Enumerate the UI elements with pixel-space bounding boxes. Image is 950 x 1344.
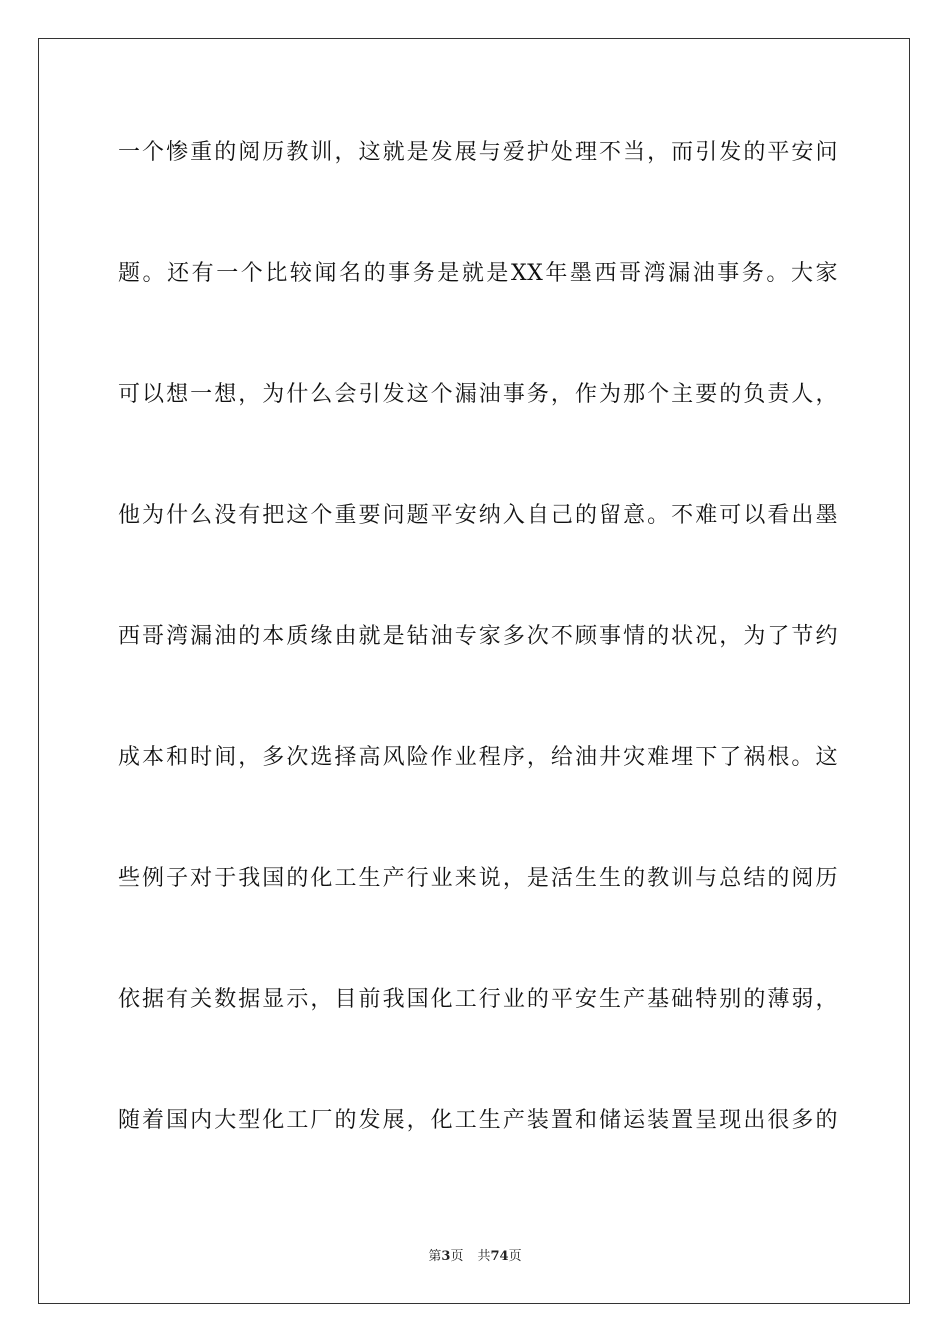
text-line: 西哥湾漏油的本质缘由就是钻油专家多次不顾事情的状况，为了节约 bbox=[118, 624, 838, 649]
page-suffix: 页 bbox=[450, 1249, 464, 1264]
total-prefix: 共 bbox=[477, 1249, 491, 1264]
text-line: 随着国内大型化工厂的发展，化工生产装置和储运装置呈现出很多的 bbox=[118, 1108, 838, 1133]
text-line: 题。还有一个比较闻名的事务是就是XX年墨西哥湾漏油事务。大家 bbox=[118, 261, 838, 286]
text-line: 依据有关数据显示，目前我国化工行业的平安生产基础特别的薄弱， bbox=[118, 987, 838, 1012]
text-line: 些例子对于我国的化工生产行业来说，是活生生的教训与总结的阅历 bbox=[118, 866, 838, 891]
page-footer bbox=[0, 1248, 950, 1266]
text-line: 一个惨重的阅历教训，这就是发展与爱护处理不当，而引发的平安问 bbox=[118, 140, 838, 165]
page-number: 3 bbox=[441, 1249, 451, 1264]
text-line: 成本和时间，多次选择高风险作业程序，给油井灾难埋下了祸根。这 bbox=[118, 745, 838, 770]
total-suffix: 页 bbox=[508, 1249, 522, 1264]
text-line: 可以想一想，为什么会引发这个漏油事务，作为那个主要的负责人， bbox=[118, 382, 838, 407]
total-pages: 74 bbox=[490, 1249, 509, 1264]
text-line: 他为什么没有把这个重要问题平安纳入自己的留意。不难可以看出墨 bbox=[118, 503, 838, 528]
page-prefix: 第 bbox=[428, 1249, 442, 1264]
